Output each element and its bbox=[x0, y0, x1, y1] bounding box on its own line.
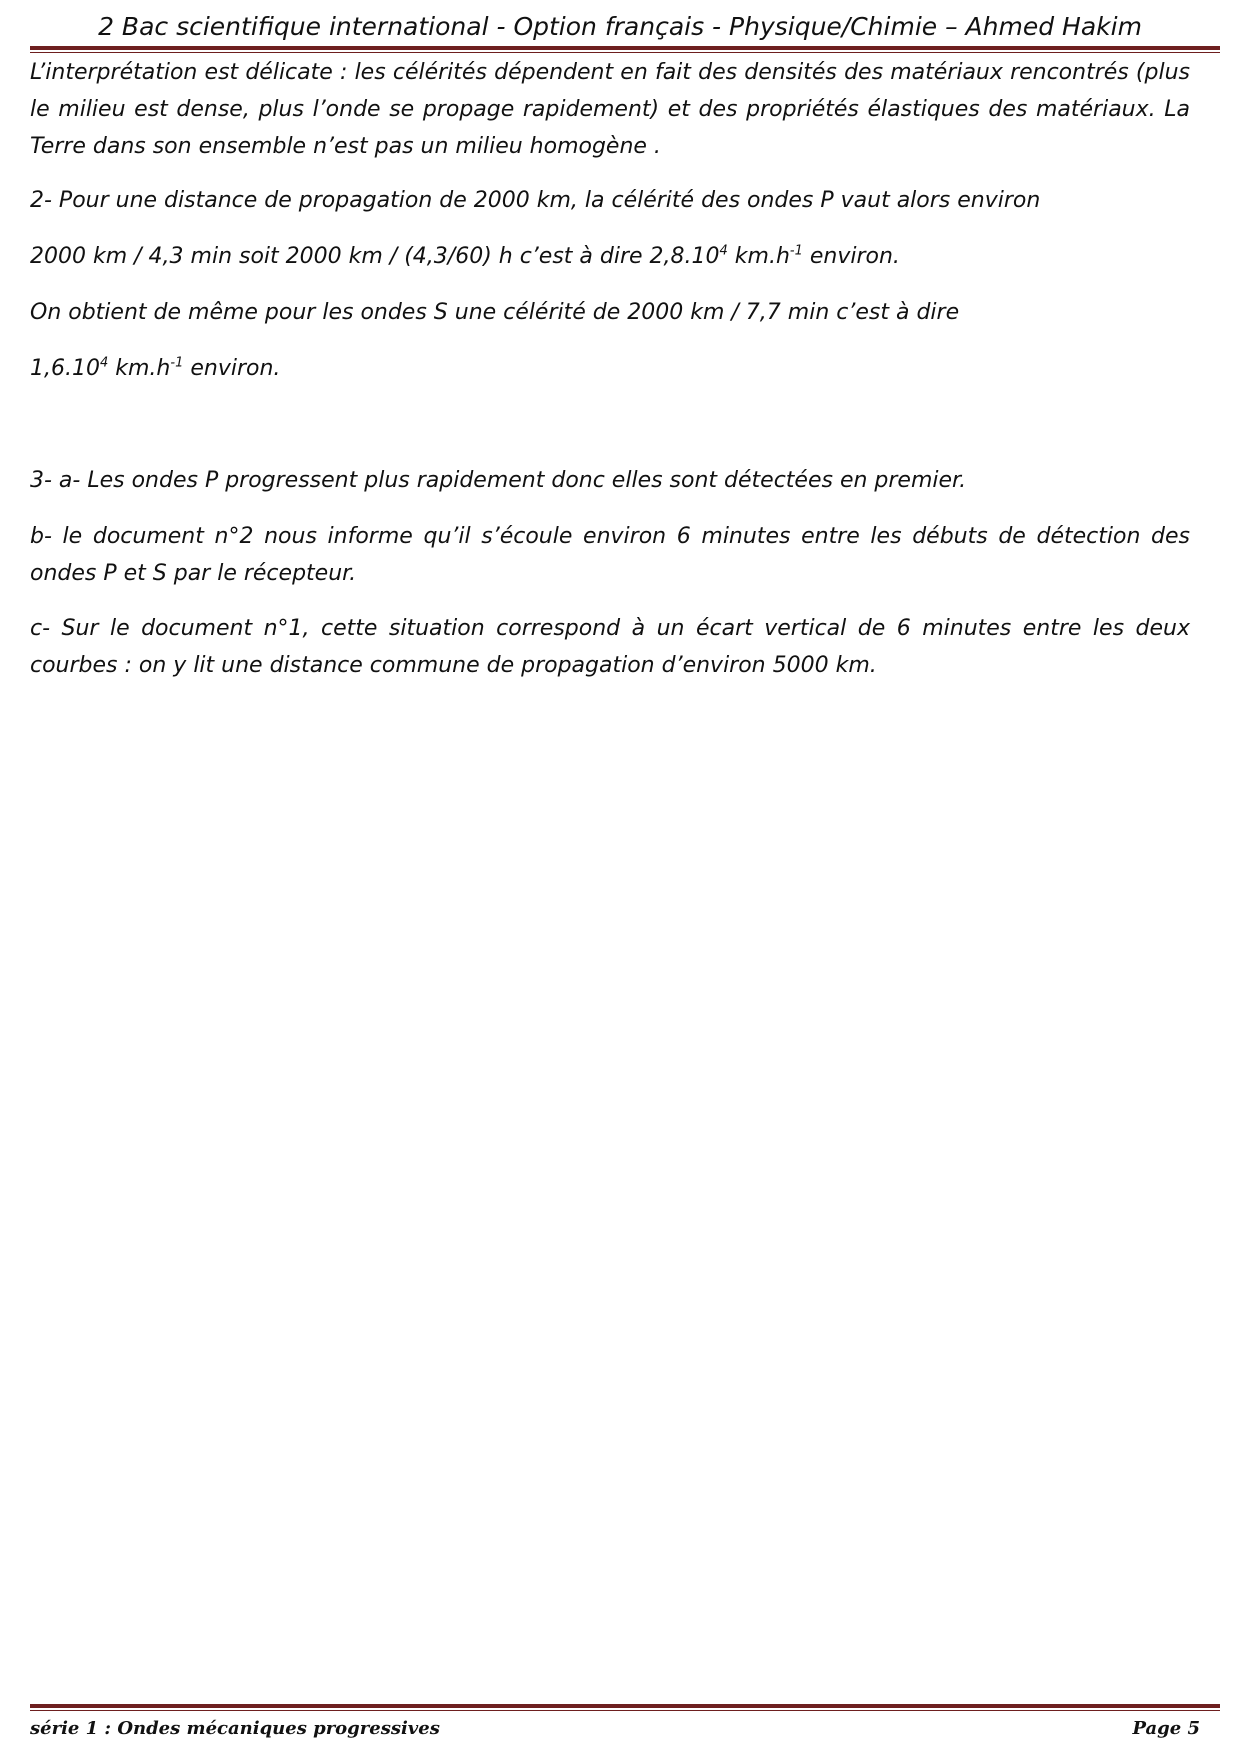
celerity-p-text: 2000 km / 4,3 min soit 2000 km / (4,3/60) h c’est à dire 2,8.10 bbox=[30, 244, 720, 269]
paragraph-question-3b: b- le document n°2 nous informe qu’il s’écoule environ 6 minutes entre les débuts de détection des ondes P et S par le récepteur. bbox=[30, 524, 1190, 586]
paragraph-celerity-s bbox=[30, 350, 1190, 387]
header-rule-top bbox=[30, 46, 1220, 50]
celerity-s-end: environ. bbox=[183, 356, 281, 381]
footer-rule-bottom bbox=[30, 1710, 1220, 1711]
celerity-p-exponent: 4 bbox=[719, 243, 728, 259]
footer-rule-top bbox=[30, 1704, 1220, 1708]
celerity-s-unit-exponent: -1 bbox=[170, 355, 184, 371]
paragraph-interpretation: L’interprétation est délicate : les célérités dépendent en fait des densités des matériaux rencontrés (plus le milieu est dense, plus l’onde se propage rapidement) et des propriétés élastiques des matériaux. La Terre dans son ensemble n’est pas un milieu homogène . bbox=[30, 60, 1190, 159]
paragraph-question-3c: c- Sur le document n°1, cette situation correspond à un écart vertical de 6 minutes entre les deux courbes : on y lit une distance commune de propagation d’environ 5000 km. bbox=[30, 616, 1190, 678]
celerity-s-exponent: 4 bbox=[99, 355, 109, 371]
celerity-p-unit-exponent: -1 bbox=[789, 243, 803, 259]
celerity-p-end: environ. bbox=[802, 244, 900, 269]
footer-page-number: Page 5 bbox=[1132, 1718, 1200, 1739]
celerity-p-unit: km.h bbox=[727, 244, 790, 269]
celerity-s-unit: km.h bbox=[108, 356, 171, 381]
footer-series-title: série 1 : Ondes mécaniques progressives bbox=[30, 1718, 440, 1739]
page-header-title: 2 Bac scientifique international - Option français - Physique/Chimie – Ahmed Hakim bbox=[98, 12, 1142, 41]
celerity-s-text: 1,6.10 bbox=[30, 356, 100, 381]
header-rule-bottom bbox=[30, 52, 1220, 53]
paragraph-celerity-p bbox=[30, 238, 1190, 275]
paragraph-question-2: 2- Pour une distance de propagation de 2000 km, la célérité des ondes P vaut alors environ bbox=[30, 188, 1041, 213]
paragraph-question-3a: 3- a- Les ondes P progressent plus rapidement donc elles sont détectées en premier. bbox=[30, 468, 967, 493]
paragraph-celerity-s-intro: On obtient de même pour les ondes S une célérité de 2000 km / 7,7 min c’est à dire bbox=[30, 300, 960, 325]
